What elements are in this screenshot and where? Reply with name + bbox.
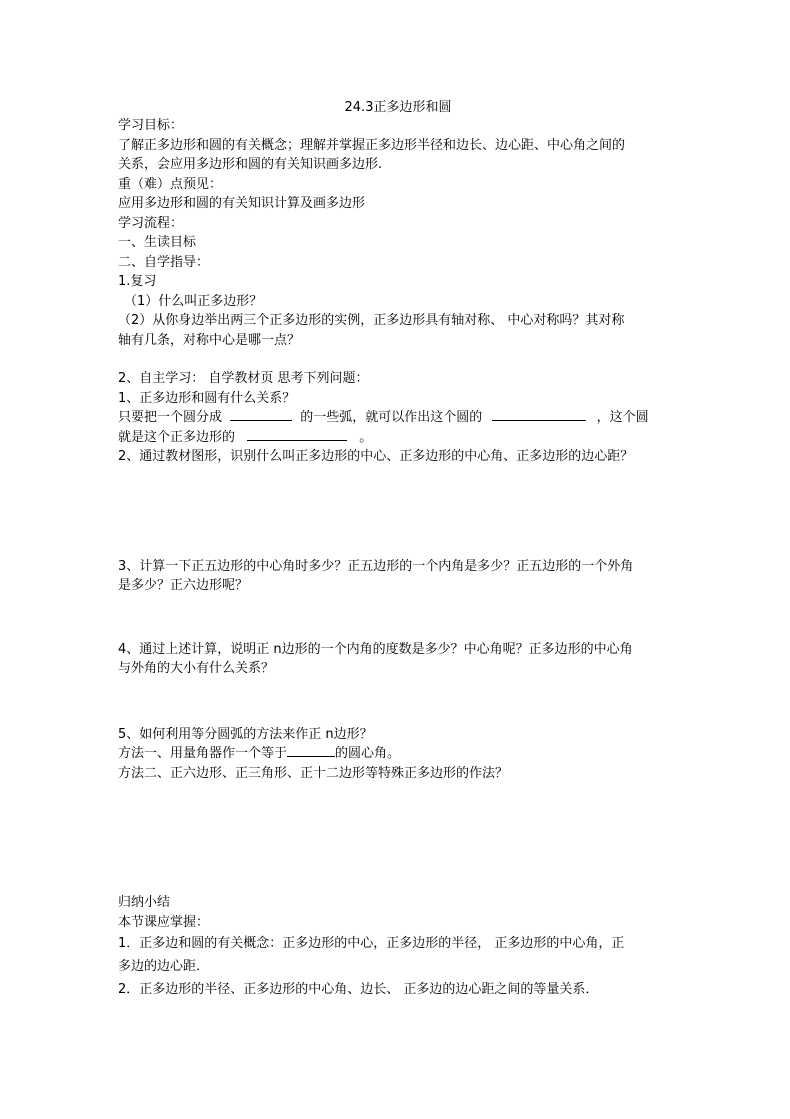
summary-point-1-line1: 1．正多边和圆的有关概念：正多边形的中心，正多边形的半径， 正多边形的中心角，正 <box>118 936 625 951</box>
summary-subheading: 本节课应掌握： <box>118 914 210 930</box>
method-1 <box>118 744 678 764</box>
question-1: 1、正多边形和圆有什么关系？ <box>118 390 296 406</box>
goals-text-line2: 关系，会应用多边形和圆的有关知识画多边形. <box>118 157 383 172</box>
answer-blank[interactable] <box>247 428 347 441</box>
review-heading: 1.复习 <box>118 274 157 289</box>
fill-text: 就是这个正多边形的 <box>118 429 236 445</box>
worksheet <box>118 96 678 1001</box>
answer-blank[interactable] <box>492 408 586 421</box>
page-title: 24.3正多边形和圆 <box>344 100 452 115</box>
answer-blank[interactable] <box>287 744 335 757</box>
fill-text: ，这个圆 <box>596 410 649 425</box>
goals-heading: 学习目标： <box>118 118 184 133</box>
method-text: 方法一、用量角器作一个等于 <box>118 746 288 761</box>
summary-point-1-line2: 多边的边心距． <box>118 959 210 974</box>
review-question-2-line1: （2）从你身边举出两三个正多边形的实例，正多边形具有轴对称、 中心对称吗？其对称 <box>118 313 625 328</box>
question-2: 2、通过教材图形，识别什么叫正多边形的中心、正多边形的中心角、正多边形的边心距？ <box>118 449 634 464</box>
method-text: 的圆心角。 <box>335 746 401 761</box>
question-3-line1: 3、计算一下正五边形的中心角时多少？正五边形的一个内角是多少？正五边形的一个外角 <box>118 558 634 574</box>
question-1-fill-line1 <box>118 408 678 428</box>
review-question-1: （1）什么叫正多边形？ <box>124 293 263 309</box>
fill-text: 的一些弧，就可以作出这个圆的 <box>300 410 483 425</box>
fill-text: 只要把一个圆分成 <box>118 410 223 425</box>
question-4-line2: 与外角的大小有什么关系？ <box>118 661 275 676</box>
review-question-2-line2: 轴有几条，对称中心是哪一点？ <box>118 332 301 348</box>
method-2: 方法二、正六边形、正三角形、正十二边形等特殊正多边形的作法？ <box>118 765 509 781</box>
step-self-guide: 二、自学指导： <box>118 254 210 270</box>
question-1-fill-line2 <box>118 428 678 448</box>
question-3-line2: 是多少？正六边形呢？ <box>118 578 249 593</box>
step-read-goals: 一、生读目标 <box>118 235 197 250</box>
self-study-heading: 2、自主学习： 自学教材页 思考下列问题： <box>118 371 369 386</box>
summary-point-2: 2．正多边形的半径、正多边形的中心角、边长、 正多边的边心距之间的等量关系． <box>118 982 599 997</box>
fill-text: 。 <box>359 429 373 445</box>
key-points-text: 应用多边形和圆的有关知识计算及画多边形 <box>118 196 366 211</box>
summary-heading: 归纳小结 <box>118 895 171 910</box>
flow-heading: 学习流程： <box>118 215 184 231</box>
goals-text-line1: 了解正多边形和圆的有关概念；理解并掌握正多边形半径和边长、边心距、中心角之间的 <box>118 137 626 153</box>
question-4-line1: 4、通过上述计算，说明正 n边形的一个内角的度数是多少？中心角呢？正多边形的中心角 <box>118 641 633 657</box>
answer-blank[interactable] <box>230 408 292 421</box>
question-5: 5、如何利用等分圆弧的方法来作正 n边形？ <box>118 726 373 742</box>
key-points-heading: 重（难）点预见： <box>118 176 223 192</box>
